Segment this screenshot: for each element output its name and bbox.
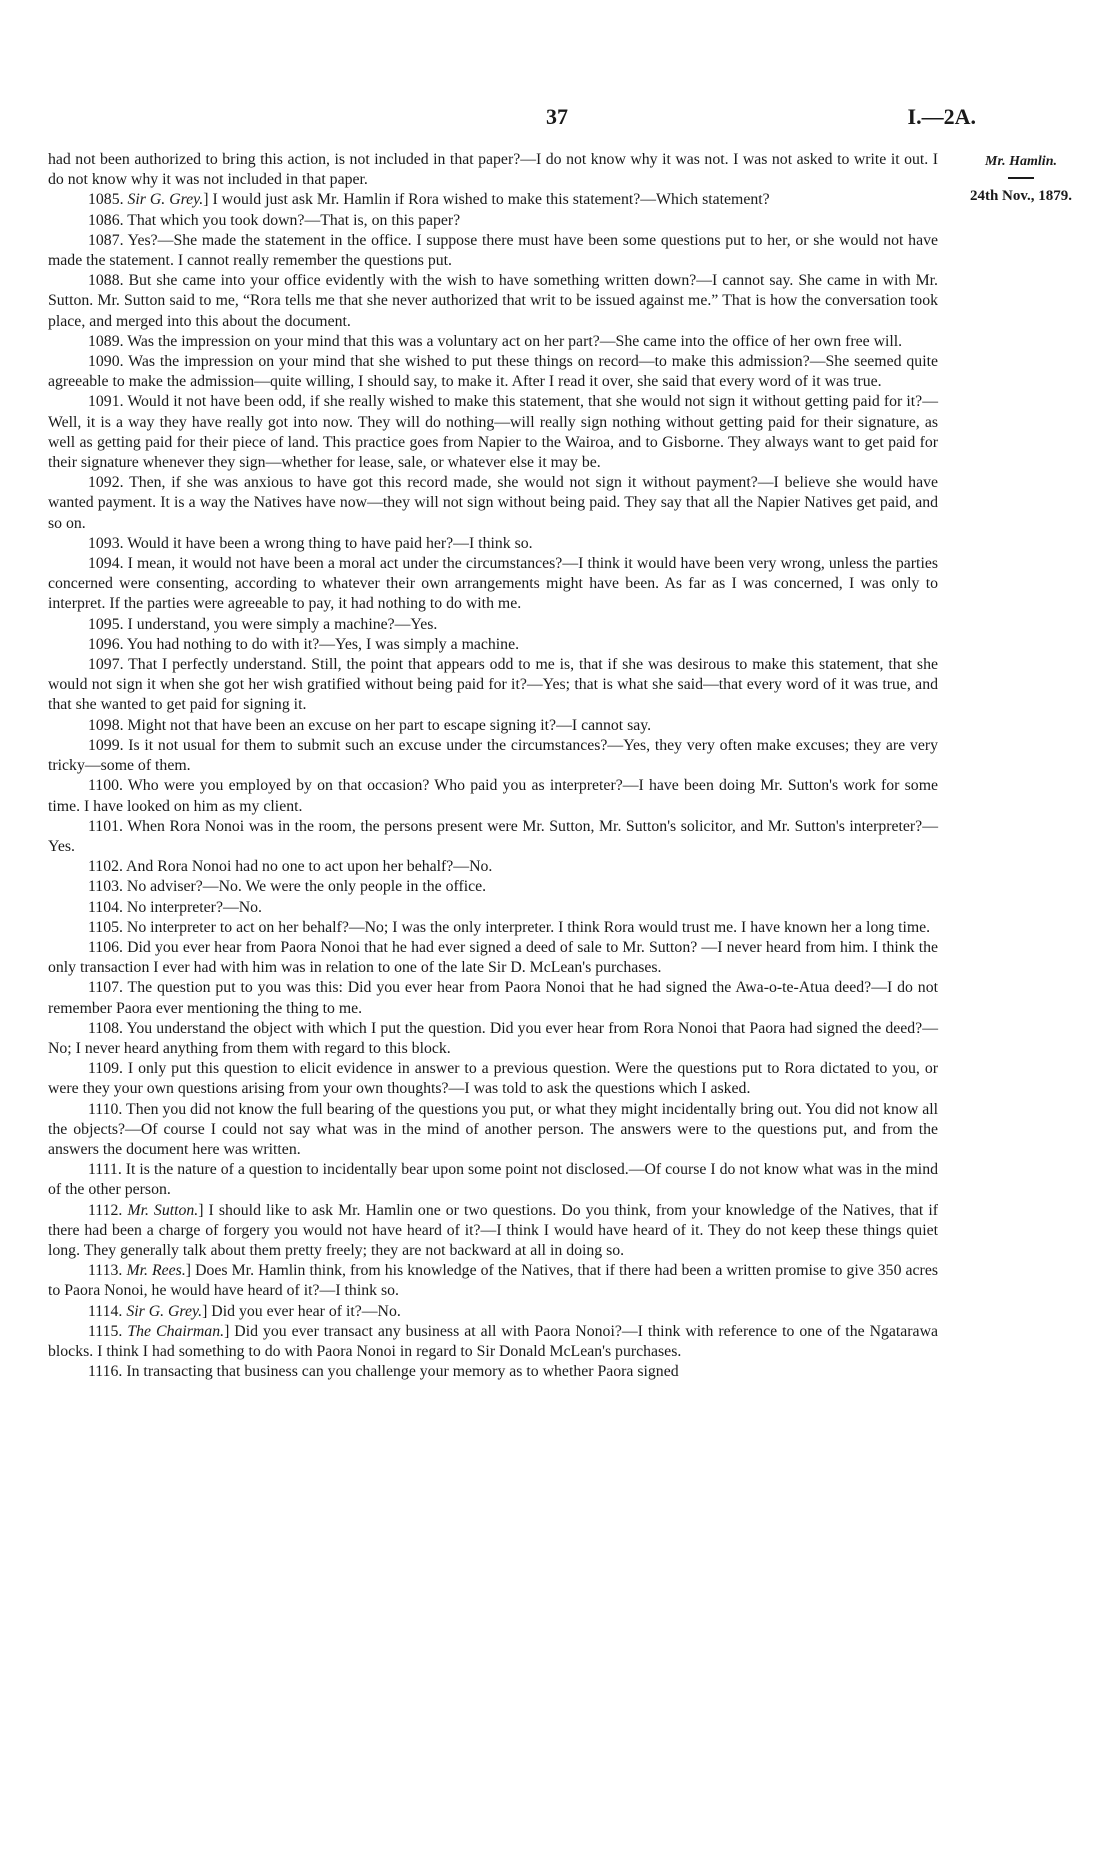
speaker-name: Sir G. Grey.	[126, 1302, 203, 1320]
paragraph: 1085. Sir G. Grey.] I would just ask Mr. Hamlin if Rora wished to make this statement?—Which statement?	[88, 191, 770, 209]
paragraph: 1113. Mr. Rees.] Does Mr. Hamlin think, from his knowledge of the Natives, that if there had been a written promise to give 350 acres to Paora Nonoi, he would have heard of it?—I think so.	[48, 1262, 938, 1300]
paragraph: 1091. Would it not have been odd, if she really wished to make this statement, that she would not sign it without getting paid for it?—Well, it is a way they have really got into now. They will do nothing—will really sign nothing without getting paid for their signature, as well as getting paid for their piece of land. This practice goes from Napier to the Wairoa, and to Gisborne. They always want to get paid for their signature whenever they sign—whether for lease, sale, or whatever else it may be.	[48, 393, 938, 472]
paragraph: 1102. And Rora Nonoi had no one to act upon her behalf?—No.	[88, 858, 493, 876]
paragraph: 1105. No interpreter to act on her behalf?—No; I was the only interpreter. I think Rora would trust me. I have known her a long time.	[88, 918, 931, 936]
speaker-name: Sir G. Grey.	[127, 191, 204, 209]
paragraph: 1103. No adviser?—No. We were the only people in the office.	[88, 878, 487, 896]
paragraph: 1096. You had nothing to do with it?—Yes, I was simply a machine.	[88, 635, 520, 653]
paragraph: 1090. Was the impression on your mind that she wished to put these things on record—to make this admission?—She seemed quite agreeable to make the admission—quite willing, I should say, to make it. After I read it over, she said that every word of it was true.	[48, 353, 938, 391]
paragraph: 1116. In transacting that business can you challenge your memory as to whether Paora signed	[88, 1363, 679, 1381]
body-text	[48, 150, 938, 1382]
paragraph: 1099. Is it not usual for them to submit such an excuse under the circumstances?—Yes, they very often make excuses; they are very tricky—some of them.	[48, 736, 938, 775]
paragraph: 1093. Would it have been a wrong thing to have paid her?—I think so.	[88, 534, 533, 552]
paragraph: 1108. You understand the object with which I put the question. Did you ever hear from Rora Nonoi that Paora had signed the deed?—No; I never heard anything from them with regard to this block.	[48, 1019, 938, 1057]
paragraph: 1092. Then, if she was anxious to have got this record made, she would not sign it without payment?—I believe she would have wanted payment. It is a way the Natives have now—they will not sign without being paid. They say that all the Napier Natives get paid, and so on.	[48, 474, 938, 532]
paragraph: 1089. Was the impression on your mind that this was a voluntary act on her part?—She came into the office of her own free will.	[88, 332, 903, 350]
paragraph: 1086. That which you took down?—That is, on this paper?	[88, 211, 461, 229]
paragraph: 1114. Sir G. Grey.] Did you ever hear of it?—No.	[88, 1302, 401, 1320]
paragraph: 1088. But she came into your office evidently with the wish to have something written down?—I cannot say. She came in with Mr. Sutton. Mr. Sutton said to me, “Rora tells me that she never authorized that writ to be issued against me.” That is how the conversation took place, and merged into this about the document.	[48, 272, 938, 330]
paragraph: 1095. I understand, you were simply a machine?—Yes.	[88, 615, 438, 633]
paragraph: 1104. No interpreter?—No.	[88, 898, 263, 916]
paragraph: 1094. I mean, it would not have been a moral act under the circumstances?—I think it would have been very wrong, unless the parties concerned were consenting, according to whatever their own arrangements might have been. As far as I was concerned, I was only to interpret. If the parties were agreeable to pay, it had nothing to do with me.	[48, 555, 938, 613]
paragraph: 1109. I only put this question to elicit evidence in answer to a previous question. Were the questions put to Rora dictated to you, or were they your own questions arising from your own thoughts?—I was told to ask the questions which I asked.	[48, 1060, 938, 1098]
speaker-name: Mr. Rees.	[126, 1262, 186, 1280]
paragraph: 1107. The question put to you was this: Did you ever hear from Paora Nonoi that he had signed the Awa-o-te-Atua deed?—I do not remember Paora ever mentioning the thing to me.	[48, 979, 938, 1017]
margin-rule	[1008, 177, 1034, 179]
paragraph: 1115. The Chairman.] Did you ever transact any business at all with Paora Nonoi?—I think with reference to one of the Ngatarawa blocks. I think I had something to do with Paora Nonoi in regard to Sir Donald McLean's purchases.	[48, 1322, 938, 1360]
paragraph: 1101. When Rora Nonoi was in the room, the persons present were Mr. Sutton, Mr. Sutton's solicitor, and Mr. Sutton's interpreter?—Yes.	[48, 817, 938, 855]
paragraph: had not been authorized to bring this action, is not included in that paper?—I do not know why it was not. I was not asked to write it out. I do not know why it was not included in that paper.	[48, 151, 938, 189]
page-number: 37	[546, 104, 568, 129]
paragraph: 1106. Did you ever hear from Paora Nonoi that he had ever signed a deed of sale to Mr. Sutton? —I never heard from him. I think the only transaction I ever had with him was in relation to one of the late Sir D. McLean's purchases.	[48, 938, 938, 977]
paragraph: 1098. Might not that have been an excuse on her part to escape signing it?—I cannot say.	[88, 716, 652, 734]
paper-code: I.—2A.	[907, 104, 976, 129]
paragraph: 1100. Who were you employed by on that occasion? Who paid you as interpreter?—I have been doing Mr. Sutton's work for some time. I have looked on him as my client.	[48, 777, 938, 815]
margin-witness: Mr. Hamlin.	[985, 154, 1057, 169]
paragraph: 1110. Then you did not know the full bearing of the questions you put, or what they might incidentally bring out. You did not know all the objects?—Of course I could not say what was in the mind of another person. The answers were to the questions put, and from the answers the document here was written.	[48, 1100, 938, 1158]
speaker-name: The Chairman.	[127, 1322, 225, 1340]
speaker-name: Mr. Sutton.	[127, 1201, 199, 1219]
paragraph: 1112. Mr. Sutton.] I should like to ask Mr. Hamlin one or two questions. Do you think, from your knowledge of the Natives, that if there had been a charge of forgery you would not have heard of it?—I think I would have heard of it. They do not keep these things quiet long. They generally talk about them pretty freely; they are not backward at all in doing so.	[48, 1201, 938, 1259]
paragraph: 1097. That I perfectly understand. Still, the point that appears odd to me is, that if she was desirous to make this statement, that she would not sign it when she got her wish gratified without being paid for it?—Yes; that is what she said—that every word of it was true, and that she wanted to get paid for signing it.	[48, 656, 938, 714]
paragraph: 1111. It is the nature of a question to incidentally bear upon some point not disclosed.—Of course I do not know what was in the mind of the other person.	[48, 1161, 938, 1199]
paragraph: 1087. Yes?—She made the statement in the office. I suppose there must have been some questions put to her, or she would not have made the statement. I cannot really remember the questions put.	[48, 231, 938, 270]
margin-date: 24th Nov., 1879.	[969, 188, 1073, 204]
